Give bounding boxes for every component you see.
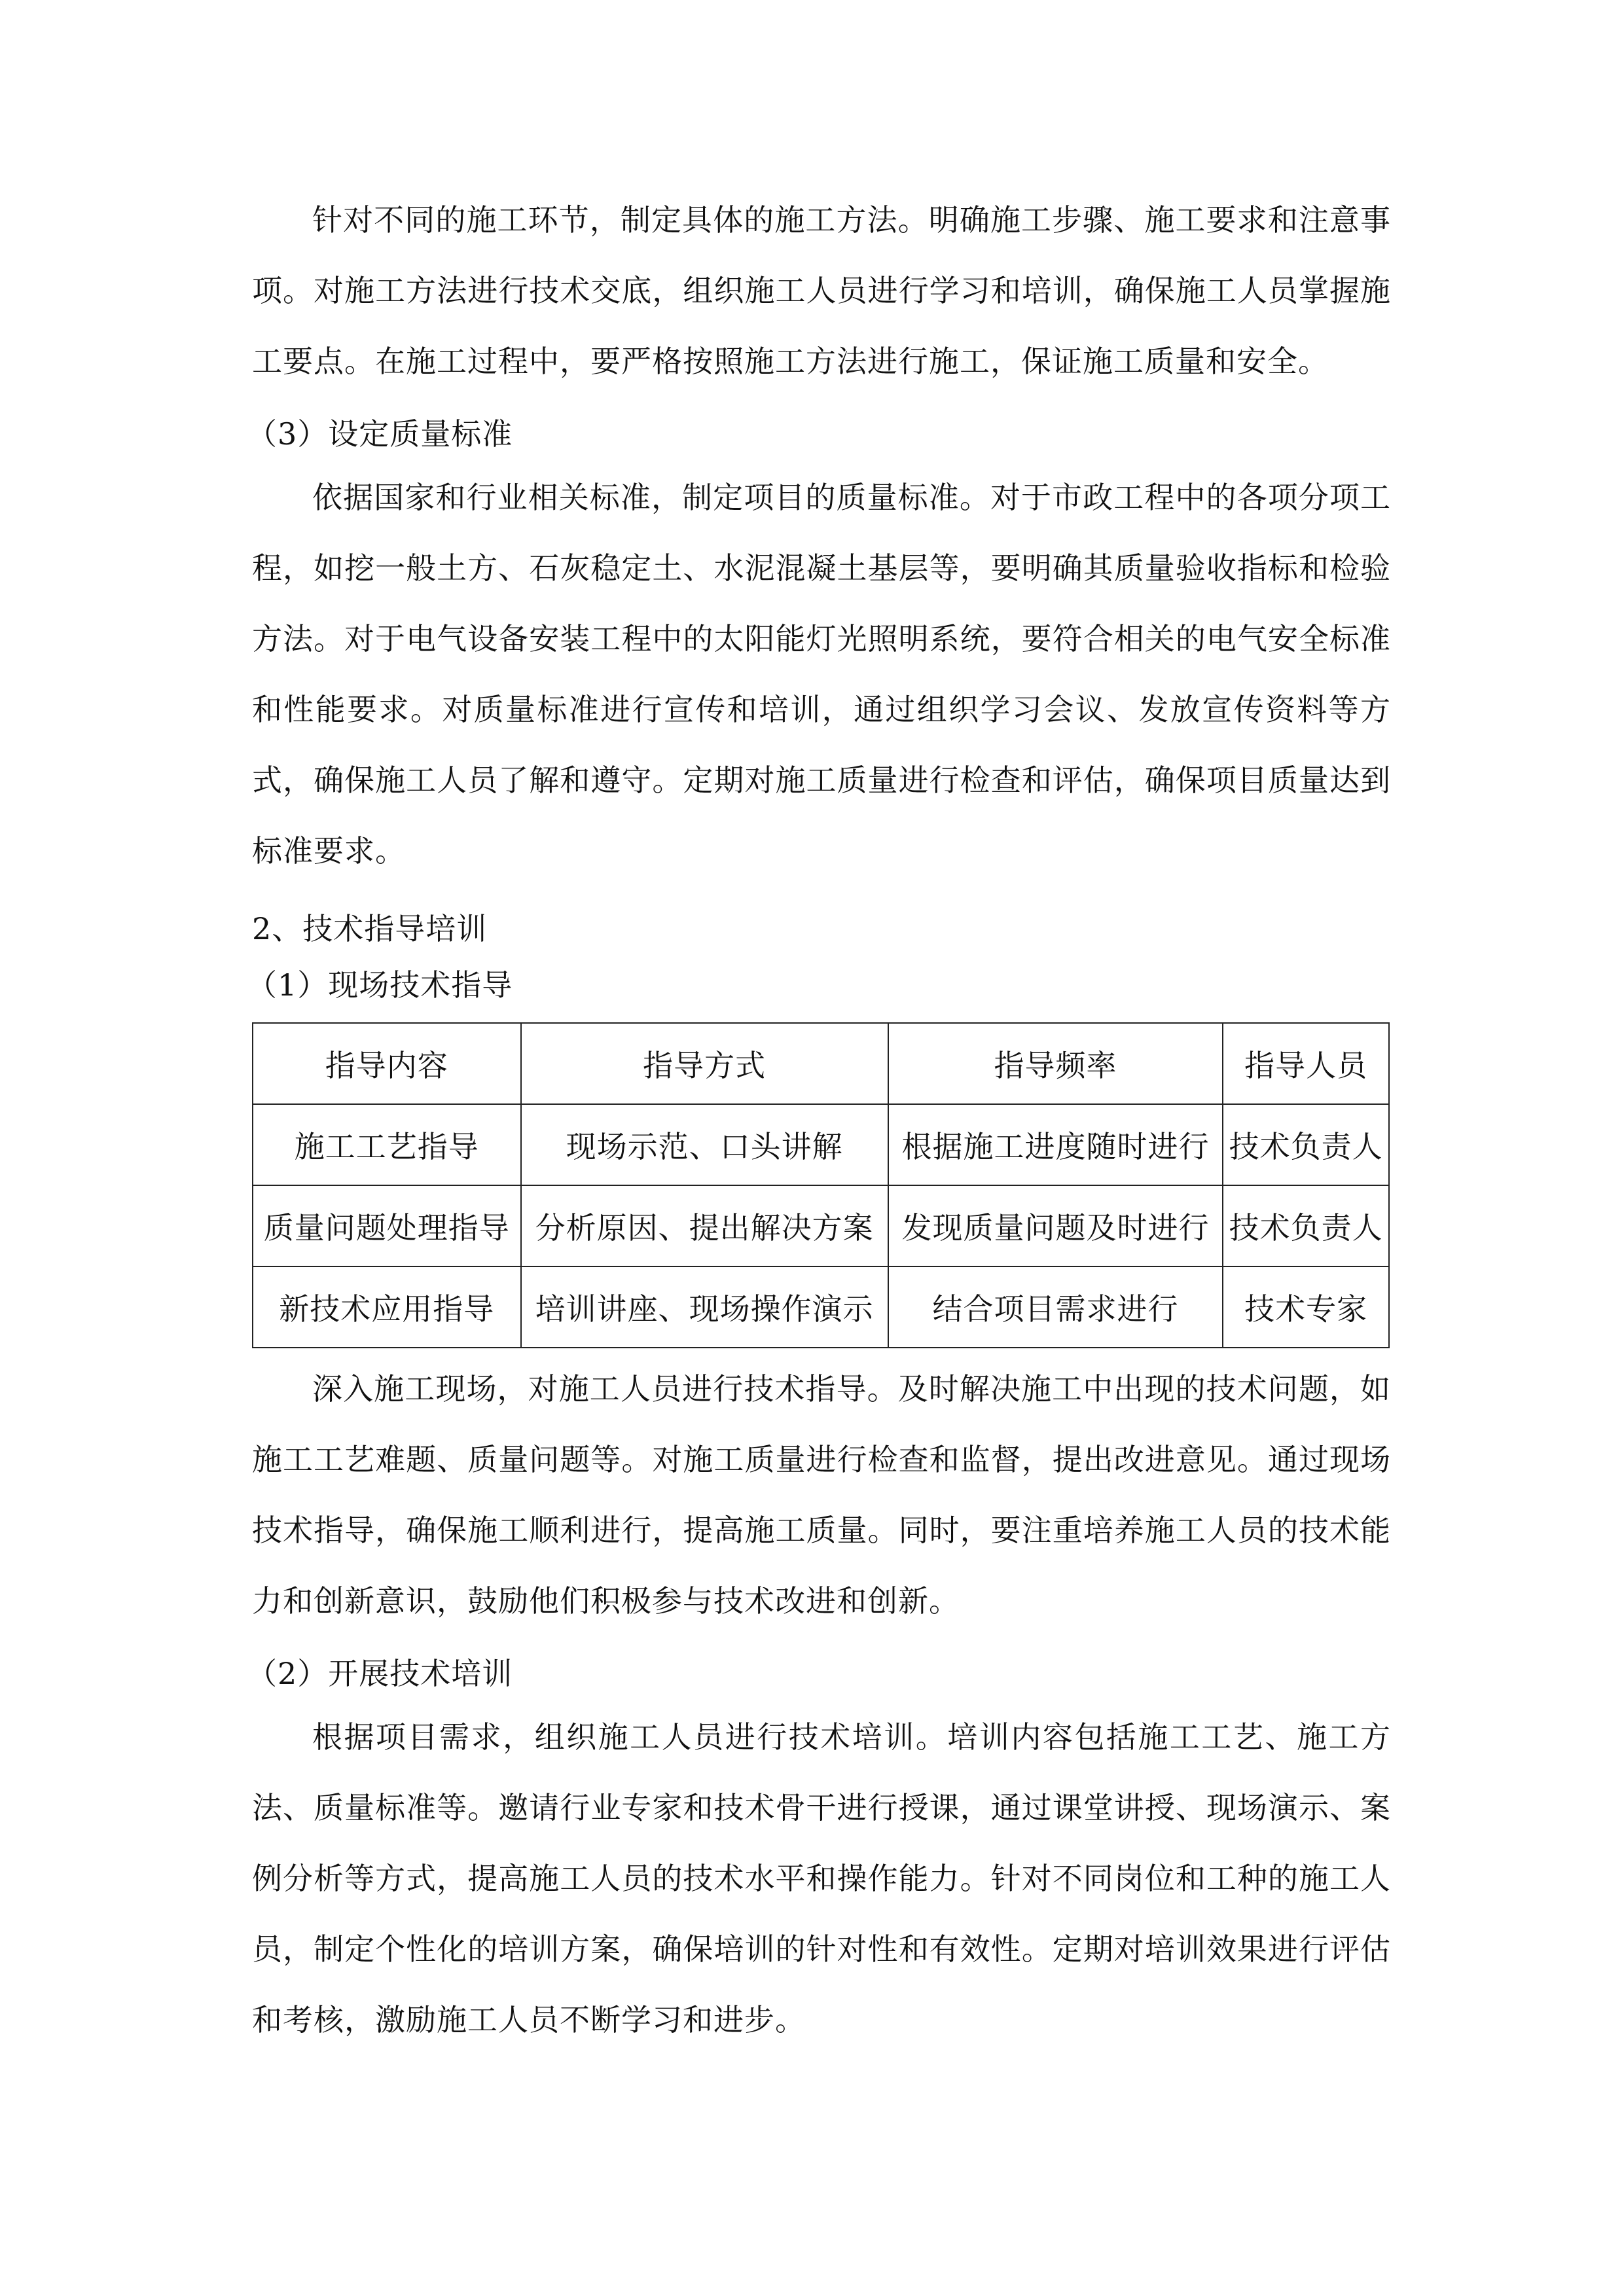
table-cell: 结合项目需求进行 — [888, 1266, 1223, 1348]
table-cell: 现场示范、口头讲解 — [521, 1104, 888, 1185]
table-header-cell: 指导方式 — [521, 1023, 888, 1104]
table-header-cell: 指导内容 — [253, 1023, 521, 1104]
table-cell: 施工工艺指导 — [253, 1104, 521, 1185]
table-cell: 分析原因、提出解决方案 — [521, 1185, 888, 1266]
table-cell: 质量问题处理指导 — [253, 1185, 521, 1266]
table-cell: 根据施工进度随时进行 — [888, 1104, 1223, 1185]
table-cell: 技术负责人 — [1223, 1185, 1389, 1266]
heading-onsite-guidance: （1）现场技术指导 — [247, 967, 513, 1003]
table-cell: 技术专家 — [1223, 1266, 1389, 1348]
paragraph-quality-standards: 依据国家和行业相关标准，制定项目的质量标准。对于市政工程中的各项分项工程，如挖一般土方、石灰稳定土、水泥混凝土基层等，要明确其质量验收指标和检验方法。对于电气设备安装工程中的太阳能灯光照明系统，要符合相关的电气安全标准和性能要求。对质量标准进行宣传和培训，通过组织学习会议、发放宣传资料等方式，确保施工人员了解和遵守。定期对施工质量进行检查和评估，确保项目质量达到标准要求。 — [252, 480, 1391, 869]
heading-technical-training: （2）开展技术培训 — [247, 1656, 513, 1691]
table-header-row — [253, 1023, 1389, 1104]
table-cell: 新技术应用指导 — [253, 1266, 521, 1348]
table-header-cell: 指导频率 — [888, 1023, 1223, 1104]
heading-quality-standards: （3）设定质量标准 — [247, 416, 513, 452]
paragraph-construction-methods: 针对不同的施工环节，制定具体的施工方法。明确施工步骤、施工要求和注意事项。对施工方法进行技术交底，组织施工人员进行学习和培训，确保施工人员掌握施工要点。在施工过程中，要严格按照施工方法进行施工，保证施工质量和安全。 — [252, 202, 1391, 379]
paragraph-onsite-guidance: 深入施工现场，对施工人员进行技术指导。及时解决施工中出现的技术问题，如施工工艺难题、质量问题等。对施工质量进行检查和监督，提出改进意见。通过现场技术指导，确保施工顺利进行，提高施工质量。同时，要注重培养施工人员的技术能力和创新意识，鼓励他们积极参与技术改进和创新。 — [252, 1371, 1391, 1619]
table-row — [253, 1185, 1389, 1266]
table-row — [253, 1104, 1389, 1185]
paragraph-technical-training: 根据项目需求，组织施工人员进行技术培训。培训内容包括施工工艺、施工方法、质量标准等。邀请行业专家和技术骨干进行授课，通过课堂讲授、现场演示、案例分析等方式，提高施工人员的技术水平和操作能力。针对不同岗位和工种的施工人员，制定个性化的培训方案，确保培训的针对性和有效性。定期对培训效果进行评估和考核，激励施工人员不断学习和进步。 — [252, 1719, 1391, 2037]
guidance-table — [252, 1022, 1390, 1348]
table-row — [253, 1266, 1389, 1348]
document-body — [247, 185, 1391, 2055]
heading-technical-guidance-training: 2、技术指导培训 — [252, 911, 488, 946]
table-cell: 发现质量问题及时进行 — [888, 1185, 1223, 1266]
table-header-cell: 指导人员 — [1223, 1023, 1389, 1104]
table-cell: 培训讲座、现场操作演示 — [521, 1266, 888, 1348]
table-cell: 技术负责人 — [1223, 1104, 1389, 1185]
